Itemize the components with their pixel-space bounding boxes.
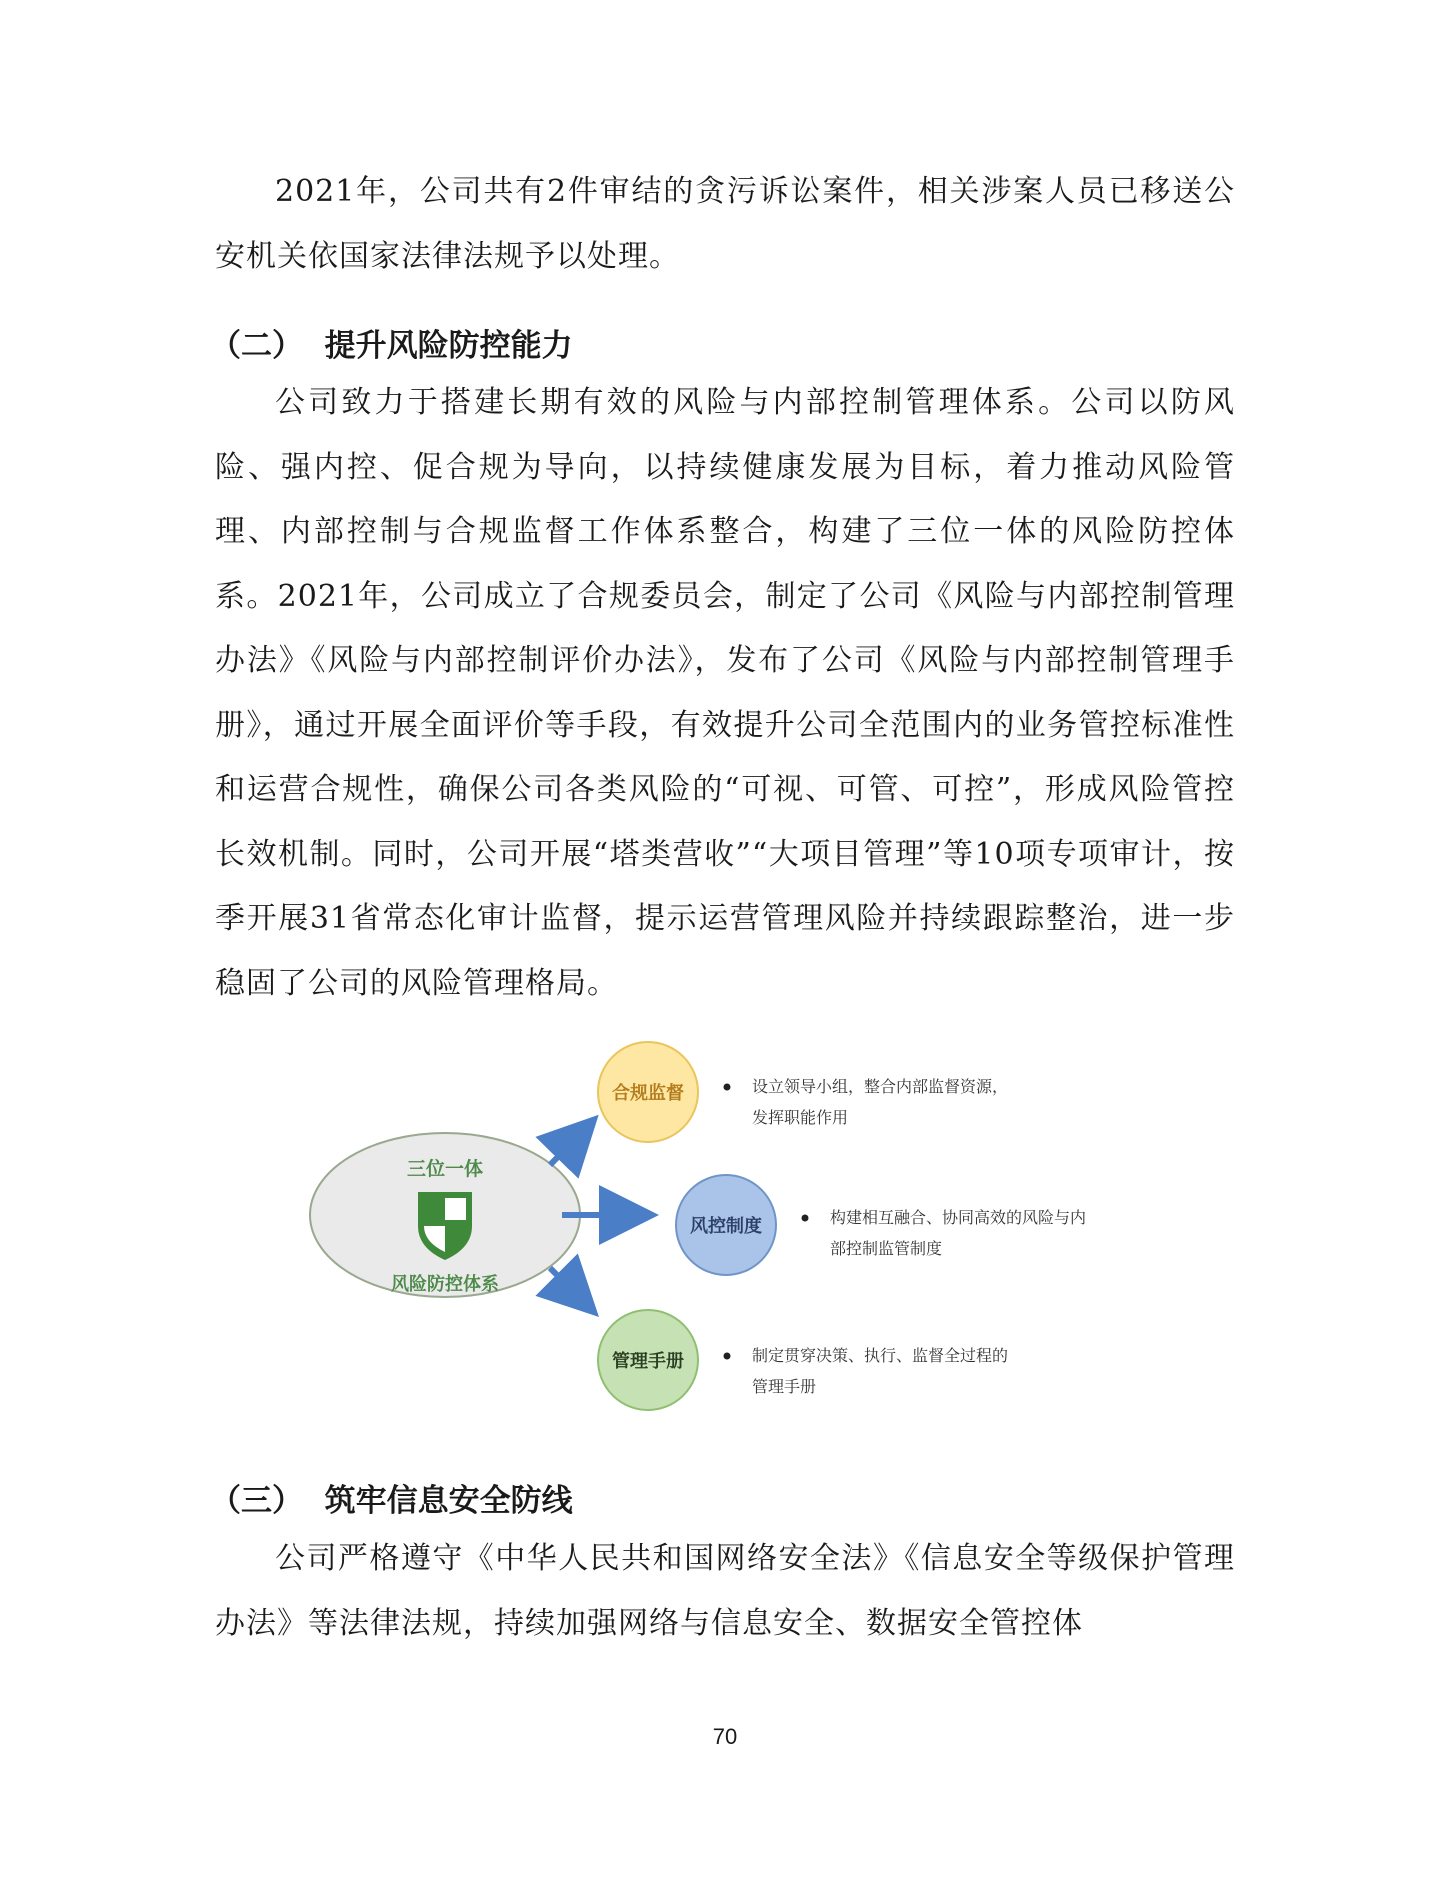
node-manual-desc-2: 管理手册 xyxy=(752,1377,817,1396)
node-manual-desc-1: 制定贯穿决策、执行、监督全过程的 xyxy=(752,1346,1009,1365)
page-number: 70 xyxy=(712,1724,738,1749)
section-heading-info-security: （三） 筑牢信息安全防线 xyxy=(210,1483,573,1519)
node-risk-system-desc-1: 构建相互融合、协同高效的风险与内 xyxy=(830,1208,1087,1227)
paragraph-info-security: 公司严格遵守《中华人民共和国网络安全法》《信息安全等级保护管理办法》等法律法规，持续加强网络与信息安全、数据安全管控体 xyxy=(215,1541,1235,1641)
node-compliance-label: 合规监督 xyxy=(612,1083,684,1104)
node-manual-label: 管理手册 xyxy=(612,1351,684,1372)
node-compliance-desc-2: 发挥职能作用 xyxy=(752,1108,849,1127)
arrow-to-compliance xyxy=(550,1132,582,1165)
bullet-icon xyxy=(724,1353,731,1360)
node-risk-system-desc-2: 部控制监管制度 xyxy=(830,1239,943,1258)
section-heading-risk-control: （二） 提升风险防控能力 xyxy=(210,328,573,364)
bullet-icon xyxy=(802,1215,809,1222)
center-title-text: 三位一体 xyxy=(406,1158,484,1180)
risk-control-diagram xyxy=(300,1030,1180,1440)
bullet-icon xyxy=(724,1084,731,1091)
diagram-svg xyxy=(300,1030,1180,1440)
node-risk-system-label: 风控制度 xyxy=(690,1216,762,1237)
paragraph-anti-corruption: 2021年，公司共有2件审结的贪污诉讼案件，相关涉案人员已移送公安机关依国家法律法规予以处理。 xyxy=(215,174,1235,274)
node-compliance-desc-1: 设立领导小组，整合内部监督资源， xyxy=(752,1077,1009,1096)
arrow-to-manual xyxy=(550,1268,582,1300)
center-subtitle-text: 风险防控体系 xyxy=(391,1274,499,1295)
paragraph-risk-control: 公司致力于搭建长期有效的风险与内部控制管理体系。公司以防风险、强内控、促合规为导向，以持续健康发展为目标，着力推动风险管理、内部控制与合规监督工作体系整合，构建了三位一体的风险防控体系。2021年，公司成立了合规委员会，制定了公司《风险与内部控制管理办法》《风险与内部控制评价办法》，发布了公司《风险与内部控制管理手册》，通过开展全面评价等手段，有效提升公司全范围内的业务管控标准性和运营合规性，确保公司各类风险的“可视、可管、可控”，形成风险管控长效机制。同时，公司开展“塔类营收”“大项目管理”等10项专项审计，按季开展31省常态化审计监督，提示运营管理风险并持续跟踪整治，进一步稳固了公司的风险管理格局。 xyxy=(215,385,1235,1001)
